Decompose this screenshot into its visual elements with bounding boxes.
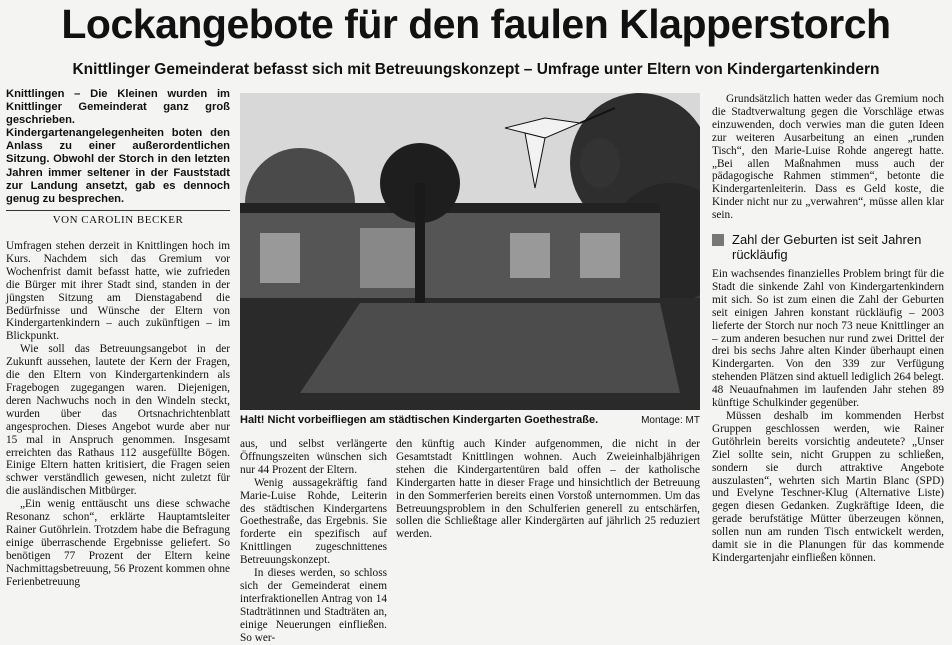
headline: Lockangebote für den faulen Klapperstorch <box>61 1 891 47</box>
column-4-top <box>712 93 944 222</box>
column-3 <box>396 438 700 541</box>
lead-paragraph: Knittlingen – Die Kleinen wurden im Knittlinger Gemeinderat ganz groß geschrieben. Kindergartenangelegenheiten boten den Anlass zu einer außerordentlichen Sitzung. Obwohl der Storch in den letzten Jahren immer seltener in der Fauststadt zur Landung ansetzt, gab es dennoch genug zu besprechen. <box>6 88 230 205</box>
paragraph: aus, und selbst verlängerte Öffnungszeiten wünschen sich nur 44 Prozent der Eltern. <box>240 438 387 476</box>
subheadline: Knittlinger Gemeinderat befasst sich mit Betreuungskonzept – Umfrage unter Eltern von Kindergartenkindern <box>72 61 880 78</box>
paragraph: Ein wachsendes finanzielles Problem bringt für die Stadt die sinkende Zahl von Kindergartenkindern mit sich. So ist zum einen die Zahl der Geburten seit einigen Jahren konstant rückläufig – 2003 lieferte der Storch nur noch 73 neue Knittlinger an – zum anderen besuchen nur rund zwei Drittel der drei bis sechs Jahre alten Kinder überhaupt einen Kindergarten. Von den 339 zur Verfügung stehenden Plätzen sind aktuell lediglich 264 belegt. 48 Neuaufnahmen im laufenden Jahr stehen 89 künftige Schulkinder gegenüber. <box>712 268 944 410</box>
column-2 <box>240 438 387 645</box>
paragraph: „Ein wenig enttäuscht uns diese schwache Resonanz schon“, erklärte Hauptamtsleiter Rainer Gutöhrlein. Trotzdem habe die Befragung einige überraschende Ergebnisse geliefert. So benötigen 77 Prozent der Eltern keine Nachmittagsbetreuung, 56 Prozent kommen ohne Ferienbetreuung <box>6 498 230 588</box>
paragraph: Umfragen stehen derzeit in Knittlingen hoch im Kurs. Nachdem sich das Gremium vor Wochenfrist damit befasst hatte, wie zufrieden die Bürger mit ihrer Stadt sind, standen in der jüngsten Sitzung am Dienstagabend die Bedürfnisse und Wünsche der Eltern von Kindergartenkindern – auch zukünftigen – im Blickpunkt. <box>6 240 230 343</box>
section-heading <box>712 232 944 266</box>
paragraph: Grundsätzlich hatten weder das Gremium noch die Stadtverwaltung gegen die Vorschläge etwas einzuwenden, doch verwies man die guten Ideen zur weiteren Ausarbeitung an einen „runden Tisch“, den Marie-Luise Rohde angeregt hatte. „Bei allen Maßnahmen muss auch der pädagogische Rahmen stimmen“, betonte die Kindergartenleiterin. Dass es Geld koste, die Kinder nicht nur zu „verwahren“, müsse allen klar sein. <box>712 93 944 222</box>
byline: VON CAROLIN BECKER <box>6 210 230 226</box>
square-bullet-icon <box>712 234 724 246</box>
column-4-bottom <box>712 268 944 565</box>
caption-text: Halt! Nicht vorbeifliegen am städtischen Kindergarten Goethestraße. <box>240 414 599 426</box>
paragraph: Wenig aussagekräftig fand Marie-Luise Rohde, Leiterin des städtischen Kindergartens Goethestraße, das Ergebnis. Sie forderte ein spezifisch auf Knittlingen zugeschnittenes Betreuungskonzept. <box>240 476 387 567</box>
paragraph: Wie soll das Betreuungsangebot in der Zukunft aussehen, lautete der Kern der Fragen, die den Eltern von Kindergartenkindern als Fragebogen zugegangen waren. Diejenigen, deren Nachwuchs noch in den Windeln steckt, wurden über das Ortsnachrichtenblatt angesprochen. Dieses Angebot wurde aber nur 15 mal in Anspruch genommen. Insgesamt erreichten das Rathaus 112 ausgefüllte Bögen. Einige Eltern hatten kritisiert, die Fragen seien schwer verständlich gewesen, nicht zuletzt für die ausländischen Mitbürger. <box>6 343 230 498</box>
photo-caption <box>240 414 700 426</box>
paragraph: Müssen deshalb im kommenden Herbst Gruppen geschlossen werden, wie Rainer Gutöhrlein bereits vorsichtig andeutete? „Unser Ziel sollte sein, nicht Gruppen zu schließen, sondern sie durch attraktive Angebote auszulasten“, wehrten sich Martin Blanc (SPD) und Evelyne Teschner-Klug (Alternative Liste) gegen diesen Gedanken. Zugkräftige Ideen, die gerade berufstätige Mütter überzeugen können, sollen nun am runden Tisch entwickelt werden, damit sie in die Planungen für das kommende Kindergartenjahr einfließen können. <box>712 409 944 564</box>
section-heading-text: Zahl der Geburten ist seit Jahren rückläufig <box>732 232 922 262</box>
paragraph: den künftig auch Kinder aufgenommen, die nicht in der Gesamtstadt Knittlingen wohnen. Auch Zweieinhalbjährigen stehen die Kindergartentüren bald offen – der katholische Kindergarten hatte in dieser Frage und hinsichtlich der Betreuung in den Sommerferien bereits einen Vorstoß unternommen. Um das Betreuungsproblem in den Schulferien generell zu entschärfen, sollen die Schließtage aller Kindergärten auf jährlich 25 reduziert werden. <box>396 438 700 541</box>
photo-illustration <box>240 93 700 410</box>
photo-credit: Montage: MT <box>641 415 700 426</box>
column-1 <box>6 240 230 588</box>
paragraph: In dieses werden, so schloss sich der Gemeinderat einem interfraktionellen Antrag von 14 Stadträtinnen und Stadträten an, einige Neuerungen einfließen. So wer- <box>240 567 387 644</box>
kindergarten-photo-montage <box>240 93 700 410</box>
